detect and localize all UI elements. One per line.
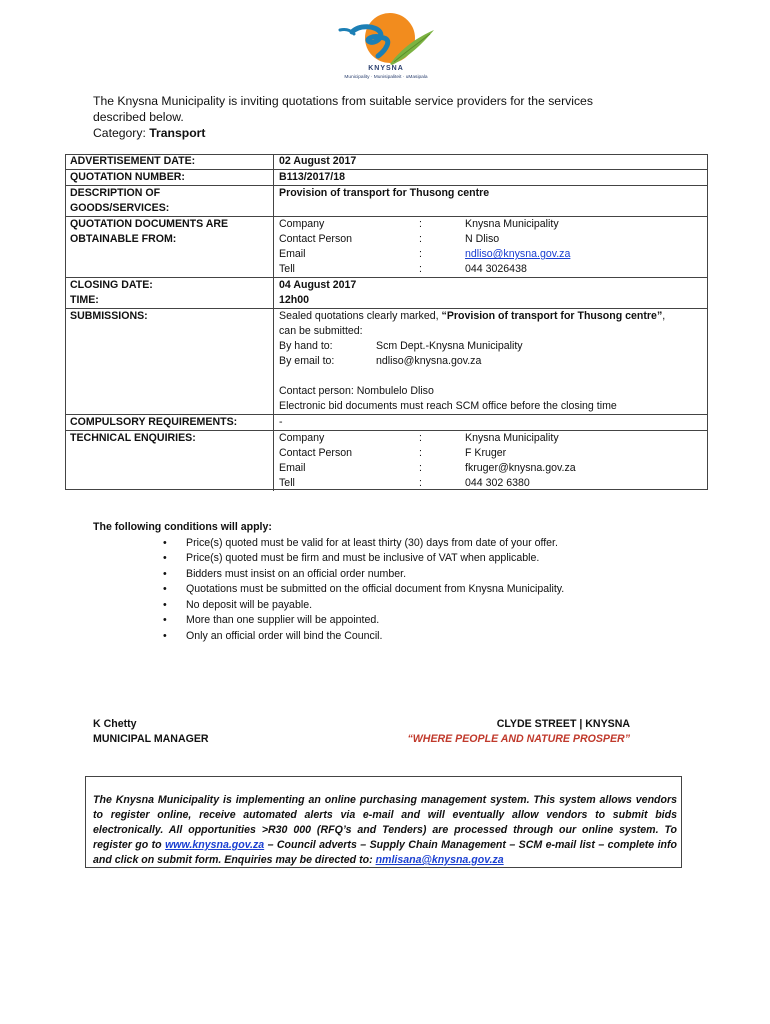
table-row: [65, 278, 708, 309]
contact-value: F Kruger: [465, 447, 507, 459]
documents-label-line-2: OBTAINABLE FROM:: [70, 233, 177, 245]
by-email-value: ndliso@knysna.gov.za: [376, 355, 482, 367]
intro-paragraph: [93, 93, 653, 141]
contact-colon: :: [419, 233, 422, 245]
contact-value: Knysna Municipality: [465, 432, 559, 444]
list-item: • More than one supplier will be appointed.: [93, 613, 564, 629]
contact-key: Company: [279, 432, 325, 444]
contact-row: [279, 262, 703, 277]
category-label: Category:: [93, 126, 146, 140]
website-link[interactable]: www.knysna.gov.za: [165, 839, 265, 851]
contact-row: [279, 476, 703, 491]
contact-colon: :: [419, 248, 422, 260]
submissions-title: “Provision of transport for Thusong centre”: [441, 310, 663, 322]
knysna-logo-icon: [330, 10, 442, 68]
contact-colon: :: [419, 432, 422, 444]
advertisement-table: [65, 154, 708, 491]
compulsory-value: -: [274, 415, 709, 431]
logo-name: KNYSNA: [368, 65, 404, 72]
table-row: [65, 186, 708, 217]
description-label-line-2: GOODS/SERVICES:: [70, 202, 170, 214]
list-item: • Price(s) quoted must be valid for at least thirty (30) days from date of your offer.: [93, 536, 564, 552]
submissions-line-2: can be submitted:: [279, 325, 363, 337]
contact-colon: :: [419, 462, 422, 474]
list-item: • Quotations must be submitted on the official document from Knysna Municipality.: [93, 582, 564, 598]
contact-colon: :: [419, 477, 422, 489]
description-value: Provision of transport for Thusong centre: [274, 186, 709, 217]
description-label: [65, 186, 274, 217]
enquiry-email-link[interactable]: nmlisana@knysna.gov.za: [375, 854, 504, 866]
contact-key: Tell: [279, 263, 295, 275]
notice-text-part-1: The Knysna Municipality is implementing an online purchasing management system. This system allows vendors to register online, receive automated alerts via e-mail and will eventually allow vendors to submit bids electronically. All opportunities >R30 000 (RFQ’s and Tenders) are processed through our online system. To register go to: [93, 794, 677, 851]
conditions-title: The following conditions will apply:: [93, 521, 272, 533]
logo-subtitle: Municipality · Munisipaliteit · uMasipala: [344, 75, 428, 80]
description-label-line-1: DESCRIPTION OF: [70, 187, 161, 199]
table-row: [65, 217, 708, 278]
table-row: [65, 431, 708, 492]
conditions-list: [93, 536, 564, 645]
signatory-name: K Chetty: [93, 718, 137, 730]
submissions-value: [274, 309, 709, 415]
signatory-title: MUNICIPAL MANAGER: [93, 733, 209, 745]
table-row: [65, 170, 708, 186]
address-block: [400, 717, 630, 747]
closing-label: [65, 278, 274, 309]
contact-key: Email: [279, 462, 306, 474]
contact-row: [279, 461, 703, 476]
category-line: [93, 125, 653, 141]
list-item: • Only an official order will bind the Council.: [93, 629, 564, 645]
ad-date-label: ADVERTISEMENT DATE:: [65, 154, 274, 170]
compulsory-label: COMPULSORY REQUIREMENTS:: [65, 415, 274, 431]
by-hand-value: Scm Dept.-Knysna Municipality: [376, 340, 523, 352]
electronic-note: Electronic bid documents must reach SCM office before the closing time: [279, 400, 617, 412]
submissions-text: Sealed quotations clearly marked,: [279, 310, 442, 322]
contact-key: Company: [279, 218, 325, 230]
contact-value: Knysna Municipality: [465, 218, 559, 230]
contact-key: Email: [279, 248, 306, 260]
contact-colon: :: [419, 447, 422, 459]
table-row: [65, 415, 708, 431]
contact-value: 044 3026438: [465, 263, 527, 275]
notice-text: [93, 793, 677, 868]
contact-row: [279, 446, 703, 461]
closing-date-label: CLOSING DATE:: [70, 279, 153, 291]
contact-email-link[interactable]: ndliso@knysna.gov.za: [465, 248, 571, 260]
quotation-number-label: QUOTATION NUMBER:: [65, 170, 274, 186]
time-label: TIME:: [70, 294, 99, 306]
closing-values: [274, 278, 709, 309]
documents-label: [65, 217, 274, 278]
notice-text-part-2: – Council adverts – Supply Chain Management – SCM e-mail list – complete info and click on submit form. Enquiries may be directed to:: [93, 839, 677, 866]
list-item: • Bidders must insist on an official order number.: [93, 567, 564, 583]
contact-row: [279, 217, 703, 232]
table-row: [65, 154, 708, 170]
submissions-line-1: [279, 309, 703, 324]
tagline: “WHERE PEOPLE AND NATURE PROSPER”: [407, 733, 630, 745]
address: CLYDE STREET | KNYSNA: [496, 718, 630, 730]
list-item: • Price(s) quoted must be firm and must be inclusive of VAT when applicable.: [93, 551, 564, 567]
intro-line-2: described below.: [93, 110, 184, 124]
documents-label-line-1: QUOTATION DOCUMENTS ARE: [70, 218, 229, 230]
contact-row: [279, 431, 703, 446]
technical-label: TECHNICAL ENQUIRIES:: [65, 431, 274, 492]
time-value: 12h00: [279, 294, 310, 306]
contact-key: Contact Person: [279, 233, 353, 245]
by-email-row: [279, 354, 703, 369]
closing-date-value: 04 August 2017: [279, 279, 357, 291]
category-value: Transport: [149, 126, 206, 140]
conditions-section: [93, 520, 564, 644]
spacer: [279, 369, 703, 384]
contact-key: Contact Person: [279, 447, 353, 459]
by-hand-label: By hand to:: [279, 340, 333, 352]
submissions-label: SUBMISSIONS:: [65, 309, 274, 415]
table-row: [65, 309, 708, 415]
municipality-logo: [330, 10, 442, 86]
contact-value: N Dliso: [465, 233, 500, 245]
online-system-notice: [85, 776, 682, 868]
list-item: • No deposit will be payable.: [93, 598, 564, 614]
documents-contacts: [274, 217, 709, 278]
contact-key: Tell: [279, 477, 295, 489]
signature-block: [93, 717, 209, 747]
contact-colon: :: [419, 263, 422, 275]
quotation-number-value: B113/2017/18: [274, 170, 709, 186]
contact-value: 044 302 6380: [465, 477, 530, 489]
contact-row: [279, 232, 703, 247]
submissions-comma: ,: [662, 310, 666, 322]
technical-contacts: [274, 431, 709, 492]
ad-date-value: 02 August 2017: [279, 155, 357, 167]
intro-line-1: The Knysna Municipality is inviting quotations from suitable service providers for the services: [93, 94, 593, 108]
contact-person: Contact person: Nombulelo Dliso: [279, 385, 434, 397]
contact-row: [279, 247, 703, 262]
by-hand-row: [279, 339, 703, 354]
by-email-label: By email to:: [279, 355, 335, 367]
contact-colon: :: [419, 218, 422, 230]
contact-value: fkruger@knysna.gov.za: [465, 462, 576, 474]
